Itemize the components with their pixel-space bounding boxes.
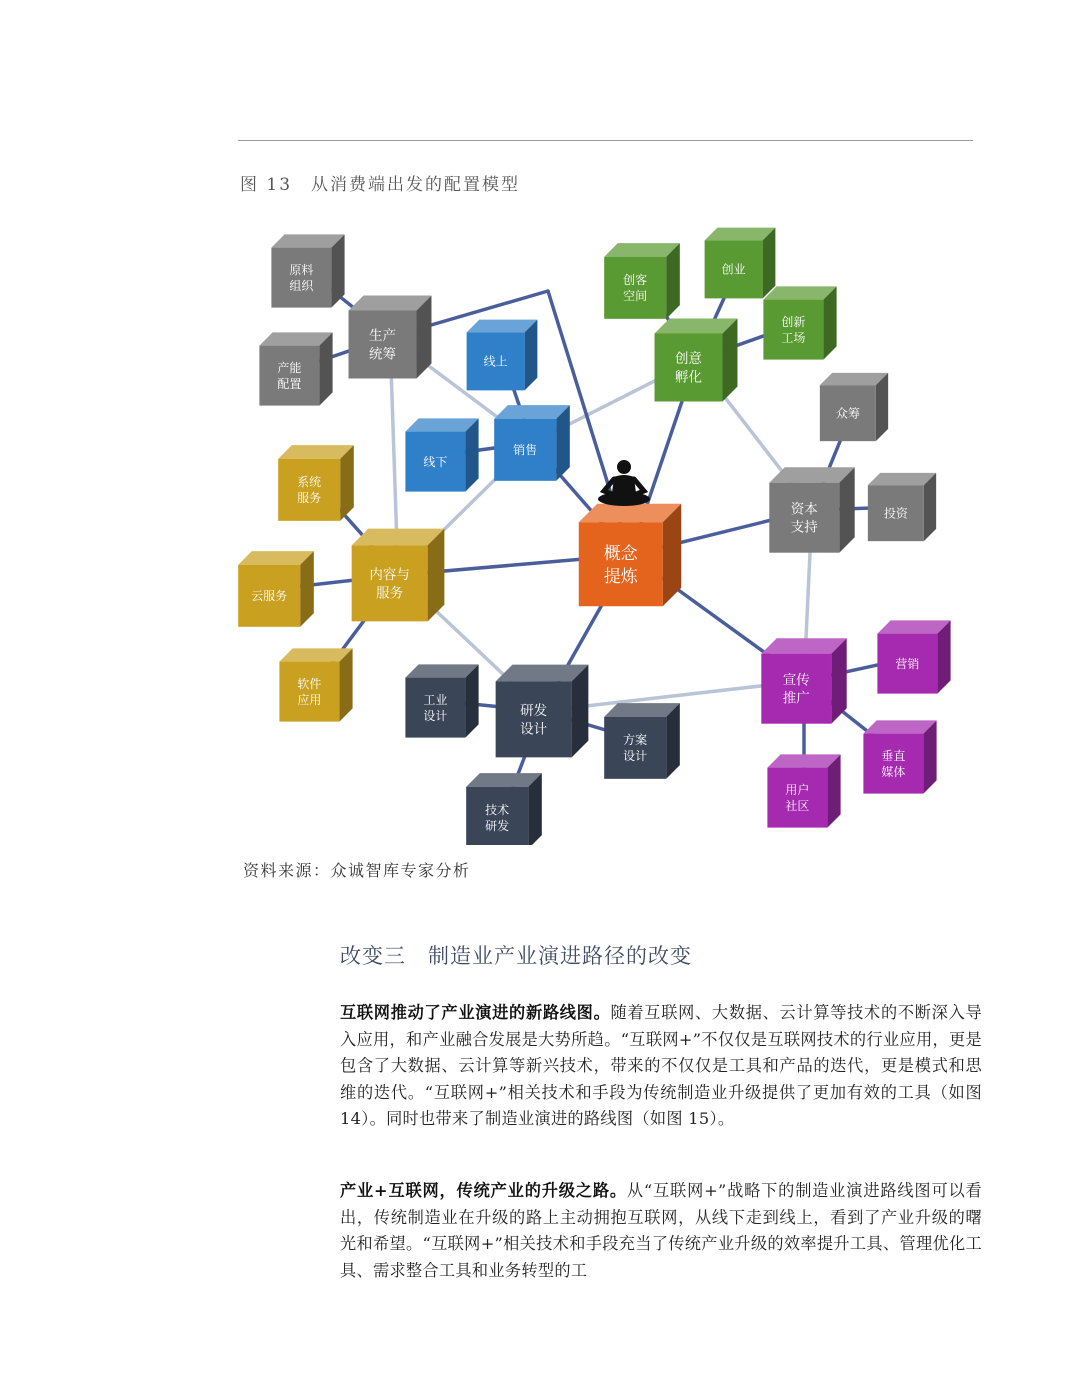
node-label: 提炼	[603, 566, 638, 587]
paragraph-2	[340, 1178, 982, 1284]
node-label: 统筹	[369, 346, 397, 363]
node-label: 研发	[485, 819, 510, 834]
node-front-face	[655, 333, 723, 401]
node-chuizhi	[863, 720, 936, 793]
node-shengchan	[349, 296, 432, 379]
node-ziben	[769, 467, 854, 552]
node-label: 设计	[520, 721, 548, 738]
section-heading: 改变三 制造业产业演进路径的改变	[340, 944, 692, 968]
node-label: 创客	[623, 273, 648, 288]
node-front-face	[604, 257, 666, 319]
node-label: 工业	[423, 692, 448, 707]
node-label: 宣传	[782, 672, 810, 689]
node-label: 原料	[289, 262, 314, 277]
configuration-model-diagram	[230, 215, 970, 845]
node-front-face	[271, 248, 331, 308]
node-label: 销售	[513, 443, 538, 458]
node-front-face	[604, 717, 666, 779]
node-chuangye	[705, 228, 776, 299]
paragraph-2-lead: 产业+互联网，传统产业的升级之路。	[340, 1181, 627, 1200]
node-chuangyi	[655, 319, 738, 402]
node-label: 概念	[603, 543, 638, 564]
node-front-face	[405, 678, 465, 738]
node-label: 线下	[423, 454, 448, 469]
paragraph-1	[340, 1000, 982, 1133]
node-channeng	[259, 332, 332, 405]
node-label: 内容与	[369, 567, 410, 584]
node-front-face	[352, 545, 428, 621]
node-front-face	[863, 734, 923, 794]
node-label: 服务	[297, 491, 322, 506]
node-label: 营销	[895, 656, 920, 671]
node-label: 软件	[297, 676, 322, 691]
node-label: 产能	[277, 360, 302, 375]
node-label: 组织	[289, 279, 314, 294]
node-label: 配置	[277, 377, 302, 392]
node-label: 工场	[781, 331, 806, 346]
node-zhongchou	[820, 373, 888, 441]
node-label: 方案	[623, 733, 648, 748]
node-front-face	[349, 310, 417, 378]
node-label: 创业	[721, 262, 746, 277]
node-label: 生产	[369, 328, 397, 345]
node-label: 技术	[485, 803, 510, 818]
node-label: 众筹	[835, 406, 860, 421]
node-front-face	[579, 522, 663, 606]
node-label: 创意	[675, 351, 703, 368]
node-neirong	[352, 529, 445, 622]
node-label: 媒体	[881, 765, 906, 780]
node-front-face	[761, 654, 831, 724]
figure-caption: 图 13 从消费端出发的配置模型	[240, 175, 521, 195]
paragraph-1-text: 随着互联网、大数据、云计算等技术的不断深入导入应用，和产业融合发展是大势所趋。“互联网+”不仅仅是互联网技术的行业应用，更是包含了大数据、云计算等新兴技术，带来的不仅仅是工具和产品的迭代，更是模式和思维的迭代。“互联网+”相关技术和手段为传统制造业升级提供了更加有效的工具（如图 14）。同时也带来了制造业演进的路线图（如图 15）。	[340, 1003, 982, 1128]
node-chuangke	[604, 243, 680, 319]
paragraph-2-text: 从“互联网+”战略下的制造业演进路线图可以看出，传统制造业在升级的路上主动拥抱互联网，从线下走到线上，看到了产业升级的曙光和希望。“互联网+”相关技术和手段充当了传统产业升级的效率提升工具、管理优化工具、需求整合工具和业务转型的工	[340, 1181, 982, 1280]
node-yingxiao	[877, 620, 950, 693]
node-front-face	[769, 483, 839, 553]
meditating-person-icon	[598, 460, 650, 506]
node-xianxia	[405, 418, 478, 491]
node-label: 云服务	[251, 589, 288, 604]
node-front-face	[278, 459, 340, 521]
node-gongye	[405, 664, 478, 737]
node-label: 投资	[883, 506, 908, 521]
node-label: 应用	[297, 693, 322, 708]
node-xiaoshou	[494, 405, 570, 481]
node-label: 空间	[623, 289, 648, 304]
node-jishu	[466, 773, 542, 845]
node-label: 支持	[790, 519, 818, 536]
node-front-face	[279, 662, 339, 722]
node-label: 推广	[782, 690, 810, 707]
node-label: 孵化	[675, 369, 703, 386]
node-label: 线上	[483, 354, 508, 369]
node-fangan	[604, 703, 680, 779]
node-touzi	[868, 473, 936, 541]
node-label: 设计	[423, 709, 448, 724]
node-yonghu	[767, 754, 840, 827]
node-yanfa	[496, 665, 589, 758]
node-xuanchuan	[761, 638, 846, 723]
paragraph-1-lead: 互联网推动了产业演进的新路线图。	[340, 1003, 611, 1022]
node-label: 用户	[785, 782, 810, 797]
node-label: 垂直	[881, 748, 906, 763]
node-label: 资本	[790, 501, 818, 518]
node-chuangxin	[763, 286, 836, 359]
node-yunfuwu	[238, 551, 314, 627]
node-xitong	[278, 445, 354, 521]
node-yuanliao	[271, 234, 344, 307]
node-label: 系统	[297, 475, 322, 490]
node-label: 研发	[520, 703, 548, 720]
node-ruanjian	[279, 648, 352, 721]
header-rule	[238, 140, 973, 141]
node-label: 创新	[781, 314, 806, 329]
node-front-face	[496, 681, 572, 757]
node-xianshang	[467, 320, 538, 391]
node-front-face	[767, 768, 827, 828]
node-label: 服务	[376, 585, 404, 602]
node-label: 设计	[623, 749, 648, 764]
node-gainian	[579, 504, 681, 606]
node-label: 社区	[785, 799, 810, 814]
node-front-face	[259, 346, 319, 406]
figure-source: 资料来源：众诚智库专家分析	[243, 861, 471, 880]
node-front-face	[763, 300, 823, 360]
